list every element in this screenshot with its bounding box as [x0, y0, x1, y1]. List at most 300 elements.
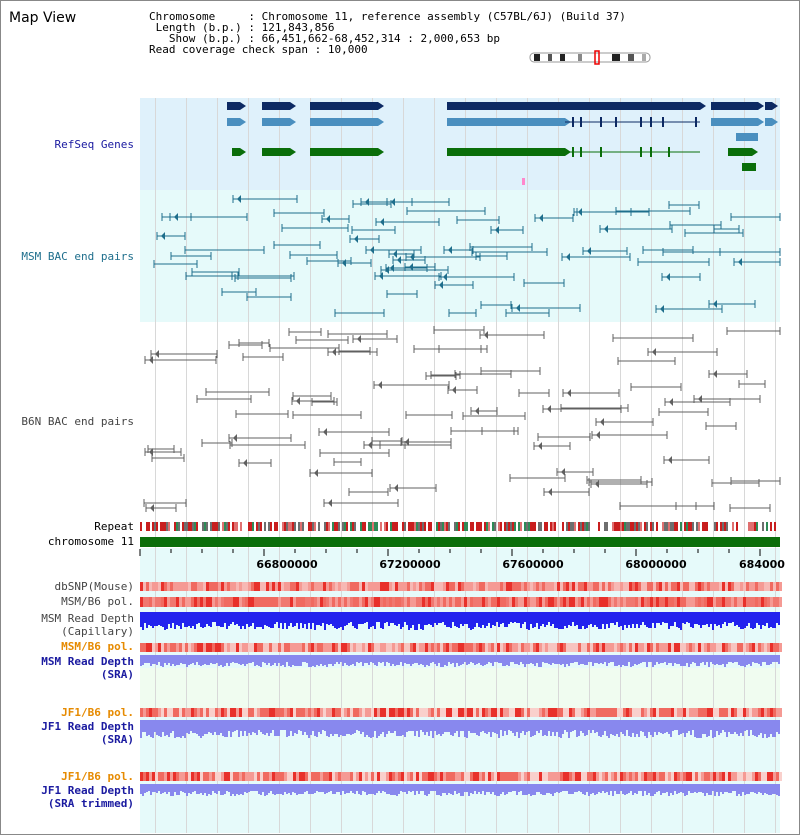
dbsnp-cell — [395, 582, 398, 591]
jf1-depth-sra-bar — [760, 720, 762, 733]
track-label-jf1-b6-pol-2[interactable]: JF1/B6 pol. — [61, 770, 134, 783]
msm-depth-sra-bar — [534, 655, 536, 666]
jf1-depth-sra-bar — [658, 720, 660, 732]
repeat-element — [232, 522, 234, 531]
msm-b6-pol-sra-cell — [290, 643, 293, 652]
msm-depth-cap-bar — [232, 612, 234, 622]
dbsnp-cell — [641, 582, 644, 591]
jf1-depth-trim-bar — [522, 784, 524, 795]
gene-exon — [668, 147, 670, 157]
jf1-depth-trim-bar — [484, 784, 486, 795]
msm-b6-pol-cell — [161, 597, 164, 607]
msm-b6-pol-sra-cell — [245, 643, 248, 652]
jf1-depth-trim-bar — [674, 784, 676, 791]
jf1-b6-pol-2-cell — [452, 772, 455, 781]
jf1-depth-sra-bar — [762, 720, 764, 738]
jf1-depth-sra-bar — [440, 720, 442, 736]
msm-depth-sra-bar — [530, 655, 532, 663]
repeat-element — [500, 522, 502, 531]
chromosome-bar — [140, 537, 780, 547]
track-label-msm-bac[interactable]: MSM BAC end pairs — [21, 250, 134, 263]
track-label-msm-depth-cap[interactable]: MSM Read Depth — [41, 612, 134, 625]
jf1-depth-trim-bar — [554, 784, 556, 793]
jf1-depth-trim-bar — [468, 784, 470, 796]
msm-b6-pol-cell — [218, 597, 221, 607]
msm-b6-pol-cell — [269, 597, 272, 607]
msm-b6-pol-sra-cell — [740, 643, 743, 652]
repeat-element — [568, 522, 570, 531]
jf1-b6-pol-cell — [581, 708, 584, 717]
jf1-depth-trim-bar — [676, 784, 678, 794]
jf1-b6-pol-cell — [476, 708, 479, 717]
jf1-b6-pol-2-cell — [779, 772, 782, 781]
msm-b6-pol-cell — [725, 597, 728, 607]
jf1-depth-sra-bar — [152, 720, 154, 738]
dbsnp-cell — [524, 582, 527, 591]
jf1-depth-sra-bar — [466, 720, 468, 738]
jf1-b6-pol-cell — [716, 708, 719, 717]
repeat-element — [290, 522, 292, 531]
jf1-b6-pol-cell — [305, 708, 308, 717]
jf1-depth-sra-bar — [542, 720, 544, 736]
msm-b6-pol-cell — [248, 597, 251, 607]
jf1-b6-pol-2-cell — [527, 772, 530, 781]
msm-depth-sra-bar — [444, 655, 446, 665]
msm-depth-cap-bar — [152, 612, 154, 628]
jf1-b6-pol-2-cell — [752, 772, 755, 781]
jf1-b6-pol-cell — [551, 708, 554, 717]
gene-feature-arrow — [378, 148, 384, 156]
jf1-depth-trim-bar — [452, 784, 454, 795]
dbsnp-cell — [158, 582, 161, 591]
jf1-depth-sra-bar — [254, 720, 256, 733]
jf1-depth-trim-bar — [670, 784, 672, 793]
dbsnp-cell — [551, 582, 554, 591]
msm-depth-sra-bar — [770, 655, 772, 664]
jf1-depth-trim-bar — [710, 784, 712, 795]
jf1-depth-sra-bar — [710, 720, 712, 730]
msm-depth-sra-bar — [558, 655, 560, 664]
msm-depth-cap-bar — [640, 612, 642, 625]
msm-b6-pol-sra-cell — [386, 643, 389, 652]
msm-b6-pol-cell — [617, 597, 620, 607]
jf1-b6-pol-2-cell — [179, 772, 182, 781]
msm-depth-cap-bar — [146, 612, 148, 628]
dbsnp-cell — [686, 582, 689, 591]
msm-depth-cap-bar — [616, 612, 618, 622]
b6n-bac-pair-marker — [332, 348, 336, 356]
jf1-depth-trim-bar — [624, 784, 626, 795]
jf1-b6-pol-2-cell — [623, 772, 626, 781]
jf1-depth-trim-bar — [200, 784, 202, 793]
repeat-element — [676, 522, 678, 531]
repeat-element — [442, 522, 444, 531]
msm-b6-pol-cell — [656, 597, 659, 607]
msm-b6-pol-sra-cell — [725, 643, 728, 652]
page-title: Map View — [9, 10, 77, 26]
dbsnp-cell — [488, 582, 491, 591]
repeat-element — [732, 522, 734, 531]
jf1-b6-pol-cell — [605, 708, 608, 717]
msm-b6-pol-cell — [203, 597, 206, 607]
jf1-depth-trim-bar — [426, 784, 428, 796]
repeat-element — [464, 522, 466, 531]
msm-b6-pol-sra-cell — [215, 643, 218, 652]
dbsnp-cell — [398, 582, 401, 591]
dbsnp-cell — [449, 582, 452, 591]
msm-depth-cap-bar — [242, 612, 244, 626]
region-info: Chromosome : Chromosome 11, reference assembly (C57BL/6J) (Build 37) Length (b.p.) : 121,843,856 Show (b.p.) : 66,451,662-68,452,314 : 2,000,653 bp Read coverage check span : 10,000 — [149, 10, 626, 56]
msm-b6-pol-sra-cell — [335, 643, 338, 652]
dbsnp-cell — [665, 582, 668, 591]
jf1-depth-trim-bar — [272, 784, 274, 794]
dbsnp-cell — [188, 582, 191, 591]
track-label-msm-b6-pol-sra[interactable]: MSM/B6 pol. — [61, 640, 134, 653]
jf1-depth-trim-bar — [442, 784, 444, 793]
msm-depth-cap-bar — [718, 612, 720, 625]
jf1-b6-pol-cell — [590, 708, 593, 717]
jf1-b6-pol-cell — [164, 708, 167, 717]
msm-b6-pol-sra-cell — [227, 643, 230, 652]
jf1-depth-sra-bar — [470, 720, 472, 733]
jf1-depth-trim-bar — [196, 784, 198, 794]
jf1-b6-pol-cell — [248, 708, 251, 717]
jf1-b6-pol-2-cell — [722, 772, 725, 781]
msm-bac-pair-marker — [237, 195, 241, 203]
jf1-b6-pol-cell — [530, 708, 533, 717]
track-label-dbsnp[interactable]: dbSNP(Mouse) — [54, 580, 134, 593]
jf1-b6-pol-2-cell — [395, 772, 398, 781]
jf1-depth-sra-bar — [718, 720, 720, 735]
msm-bac-pair-marker — [604, 225, 608, 233]
msm-b6-pol-cell — [419, 597, 422, 607]
msm-depth-cap-bar — [306, 612, 308, 629]
dbsnp-cell — [746, 582, 749, 591]
msm-b6-pol-sra-cell — [566, 643, 569, 652]
msm-depth-cap-bar — [606, 612, 608, 624]
track-label-b6n-bac[interactable]: B6N BAC end pairs — [21, 415, 134, 428]
msm-depth-cap-bar — [426, 612, 428, 625]
msm-depth-sra-bar — [662, 655, 664, 663]
msm-b6-pol-sra-cell — [437, 643, 440, 652]
repeat-element — [540, 522, 542, 531]
jf1-depth-sra-bar — [202, 720, 204, 736]
jf1-b6-pol-2-cell — [425, 772, 428, 781]
repeat-element — [706, 522, 708, 531]
jf1-depth-sra-bar — [482, 720, 484, 731]
track-label-refseq[interactable]: RefSeq Genes — [54, 138, 134, 151]
msm-b6-pol-sra-cell — [494, 643, 497, 652]
jf1-b6-pol-2-cell — [608, 772, 611, 781]
jf1-depth-trim-bar — [424, 784, 426, 795]
track-label-msm-depth-sra[interactable]: MSM Read Depth — [41, 655, 134, 668]
jf1-depth-sra-bar — [622, 720, 624, 734]
jf1-depth-sra-bar — [606, 720, 608, 736]
track-label-repeat[interactable]: Repeat — [94, 520, 134, 533]
jf1-depth-sra-bar — [484, 720, 486, 733]
msm-depth-cap-bar — [256, 612, 258, 627]
jf1-b6-pol-2-cell — [185, 772, 188, 781]
msm-depth-sra-bar — [462, 655, 464, 664]
repeat-element — [614, 522, 616, 531]
jf1-b6-pol-cell — [311, 708, 314, 717]
msm-b6-pol-cell — [377, 597, 380, 607]
jf1-depth-trim-bar — [318, 784, 320, 792]
jf1-depth-trim-bar — [564, 784, 566, 791]
msm-depth-sra-bar — [714, 655, 716, 665]
msm-depth-sra-bar — [582, 655, 584, 664]
msm-b6-pol-cell — [143, 597, 146, 607]
msm-depth-cap-bar — [622, 612, 624, 630]
msm-depth-cap-bar — [228, 612, 230, 626]
jf1-b6-pol-2-cell — [467, 772, 470, 781]
msm-depth-cap-bar — [506, 612, 508, 627]
repeat-element — [236, 522, 238, 531]
msm-b6-pol-sra-cell — [533, 643, 536, 652]
msm-depth-sra-bar — [320, 655, 322, 664]
jf1-b6-pol-2-cell — [596, 772, 599, 781]
jf1-depth-sra-bar — [196, 720, 198, 734]
jf1-depth-sra-bar — [446, 720, 448, 732]
msm-b6-pol-sra-cell — [758, 643, 761, 652]
jf1-depth-sra-bar — [230, 720, 232, 737]
jf1-depth-sra-bar — [506, 720, 508, 735]
msm-b6-pol-cell — [443, 597, 446, 607]
jf1-b6-pol-cell — [422, 708, 425, 717]
jf1-b6-pol-cell — [233, 708, 236, 717]
jf1-depth-trim-bar — [238, 784, 240, 795]
msm-depth-sra-bar — [674, 655, 676, 663]
gene-feature — [262, 148, 290, 156]
track-label-jf1-depth-trim[interactable]: JF1 Read Depth — [41, 784, 134, 797]
msm-depth-sra-bar — [678, 655, 680, 664]
msm-b6-pol-cell — [497, 597, 500, 607]
dbsnp-cell — [539, 582, 542, 591]
msm-depth-cap-bar — [464, 612, 466, 624]
msm-depth-cap-bar — [496, 612, 498, 622]
dbsnp-cell — [773, 582, 776, 591]
msm-depth-sra-bar — [264, 655, 266, 663]
dbsnp-cell — [353, 582, 356, 591]
jf1-depth-trim-bar — [216, 784, 218, 794]
jf1-b6-pol-2-cell — [638, 772, 641, 781]
jf1-b6-pol-cell — [215, 708, 218, 717]
jf1-depth-sra-bar — [592, 720, 594, 730]
msm-depth-cap-bar — [504, 612, 506, 627]
jf1-b6-pol-cell — [449, 708, 452, 717]
msm-b6-pol-sra-cell — [203, 643, 206, 652]
dbsnp-cell — [764, 582, 767, 591]
jf1-b6-pol-2-cell — [239, 772, 242, 781]
msm-depth-cap-bar — [734, 612, 736, 626]
jf1-depth-sra-bar — [624, 720, 626, 736]
repeat-element — [294, 522, 296, 531]
jf1-depth-sra-bar — [168, 720, 170, 737]
msm-depth-sra-bar — [366, 655, 368, 663]
jf1-depth-trim-bar — [420, 784, 422, 791]
dbsnp-cell — [557, 582, 560, 591]
msm-b6-pol-sra-cell — [251, 643, 254, 652]
b6n-bac-pair-marker — [668, 456, 672, 464]
jf1-depth-trim-bar — [260, 784, 262, 795]
jf1-depth-trim-bar — [486, 784, 488, 792]
msm-depth-cap-bar — [572, 612, 574, 622]
jf1-depth-trim-bar — [726, 784, 728, 792]
msm-depth-sra-bar — [198, 655, 200, 665]
msm-b6-pol-sra-cell — [677, 643, 680, 652]
msm-depth-cap-bar — [568, 612, 570, 625]
jf1-depth-sra-bar — [746, 720, 748, 730]
msm-depth-cap-bar — [604, 612, 606, 629]
jf1-depth-trim-bar — [208, 784, 210, 794]
msm-b6-pol-cell — [581, 597, 584, 607]
repeat-element — [628, 522, 630, 531]
jf1-b6-pol-cell — [521, 708, 524, 717]
msm-depth-cap-bar — [654, 612, 656, 628]
jf1-b6-pol-cell — [527, 708, 530, 717]
track-label-msm-b6-pol[interactable]: MSM/B6 pol. — [61, 595, 134, 608]
msm-depth-sra-bar — [724, 655, 726, 667]
msm-depth-sra-bar — [294, 655, 296, 666]
jf1-b6-pol-2-cell — [629, 772, 632, 781]
jf1-b6-pol-2-cell — [701, 772, 704, 781]
msm-b6-pol-sra-cell — [728, 643, 731, 652]
msm-depth-sra-bar — [286, 655, 288, 662]
msm-depth-cap-bar — [284, 612, 286, 623]
jf1-depth-trim-bar — [268, 784, 270, 793]
jf1-depth-trim-bar — [576, 784, 578, 792]
repeat-element — [674, 522, 676, 531]
jf1-b6-pol-2-cell — [473, 772, 476, 781]
msm-depth-cap-bar — [366, 612, 368, 622]
msm-depth-cap-bar — [434, 612, 436, 623]
jf1-depth-trim-bar — [594, 784, 596, 795]
jf1-depth-trim-bar — [504, 784, 506, 795]
track-label-jf1-depth-sra[interactable]: JF1 Read Depth — [41, 720, 134, 733]
jf1-depth-sra-bar — [478, 720, 480, 736]
jf1-depth-sra-bar — [286, 720, 288, 737]
jf1-depth-sra-bar — [394, 720, 396, 731]
dbsnp-cell — [596, 582, 599, 591]
msm-depth-sra-bar — [464, 655, 466, 662]
msm-depth-sra-bar — [564, 655, 566, 667]
jf1-depth-trim-bar — [536, 784, 538, 792]
jf1-depth-sra-bar — [634, 720, 636, 737]
msm-b6-pol-sra-cell — [200, 643, 203, 652]
jf1-b6-pol-2-cell — [230, 772, 233, 781]
msm-depth-cap-bar — [678, 612, 680, 628]
dbsnp-cell — [185, 582, 188, 591]
jf1-depth-trim-bar — [580, 784, 582, 792]
jf1-b6-pol-2-cell — [410, 772, 413, 781]
jf1-depth-sra-bar — [548, 720, 550, 731]
msm-b6-pol-sra-cell — [272, 643, 275, 652]
msm-depth-cap-bar — [480, 612, 482, 628]
msm-depth-cap-bar — [738, 612, 740, 627]
jf1-depth-trim-bar — [378, 784, 380, 791]
jf1-b6-pol-2-cell — [260, 772, 263, 781]
msm-depth-cap-bar — [688, 612, 690, 623]
jf1-depth-sra-bar — [602, 720, 604, 735]
dbsnp-cell — [698, 582, 701, 591]
msm-depth-cap-bar — [636, 612, 638, 624]
msm-b6-pol-cell — [224, 597, 227, 607]
jf1-depth-trim-bar — [590, 784, 592, 794]
jf1-depth-trim-bar — [446, 784, 448, 795]
jf1-depth-sra-bar — [556, 720, 558, 732]
msm-b6-pol-cell — [464, 597, 467, 607]
jf1-b6-pol-2-cell — [674, 772, 677, 781]
msm-depth-cap-bar — [450, 612, 452, 628]
jf1-depth-sra-bar — [340, 720, 342, 735]
msm-b6-pol-sra-cell — [470, 643, 473, 652]
jf1-depth-sra-bar — [382, 720, 384, 732]
msm-depth-sra-bar — [194, 655, 196, 665]
msm-depth-sra-bar — [364, 655, 366, 663]
msm-depth-sra-bar — [172, 655, 174, 664]
jf1-b6-pol-cell — [140, 708, 143, 717]
jf1-depth-trim-bar — [526, 784, 528, 795]
jf1-depth-sra-bar — [292, 720, 294, 736]
msm-depth-sra-bar — [568, 655, 570, 666]
msm-b6-pol-cell — [422, 597, 425, 607]
msm-depth-sra-bar — [260, 655, 262, 667]
track-label-jf1-b6-pol[interactable]: JF1/B6 pol. — [61, 706, 134, 719]
msm-depth-cap-bar — [528, 612, 530, 630]
jf1-depth-sra-bar — [516, 720, 518, 732]
jf1-depth-trim-bar — [348, 784, 350, 793]
msm-depth-sra-bar — [372, 655, 374, 663]
jf1-depth-trim-bar — [450, 784, 452, 794]
jf1-depth-trim-bar — [634, 784, 636, 793]
msm-bac-pair-marker — [393, 250, 397, 258]
dbsnp-cell — [608, 582, 611, 591]
jf1-depth-trim-bar — [512, 784, 514, 791]
msm-depth-sra-bar — [258, 655, 260, 666]
msm-depth-sra-bar — [328, 655, 330, 664]
repeat-element — [454, 522, 456, 531]
msm-b6-pol-cell — [515, 597, 518, 607]
jf1-b6-pol-cell — [419, 708, 422, 717]
repeat-element — [508, 522, 510, 531]
jf1-depth-trim-bar — [644, 784, 646, 791]
jf1-depth-trim-bar — [678, 784, 680, 793]
msm-b6-pol-sra-cell — [434, 643, 437, 652]
msm-depth-cap-bar — [594, 612, 596, 625]
msm-depth-sra-bar — [776, 655, 778, 662]
jf1-depth-trim-bar — [724, 784, 726, 792]
msm-depth-sra-bar — [562, 655, 564, 664]
msm-b6-pol-sra-cell — [158, 643, 161, 652]
jf1-b6-pol-cell — [683, 708, 686, 717]
jf1-depth-trim-bar — [510, 784, 512, 792]
msm-depth-cap-bar — [484, 612, 486, 628]
msm-depth-cap-bar — [324, 612, 326, 630]
jf1-depth-sra-bar — [266, 720, 268, 733]
msm-b6-pol-cell — [692, 597, 695, 607]
msm-depth-sra-bar — [672, 655, 674, 666]
msm-depth-cap-bar — [342, 612, 344, 630]
jf1-depth-sra-bar — [736, 720, 738, 734]
jf1-depth-trim-bar — [642, 784, 644, 796]
jf1-depth-sra-bar — [250, 720, 252, 735]
msm-b6-pol-cell — [260, 597, 263, 607]
dbsnp-cell — [230, 582, 233, 591]
dbsnp-cell — [509, 582, 512, 591]
msm-depth-cap-bar — [620, 612, 622, 626]
msm-depth-sra-bar — [646, 655, 648, 667]
msm-depth-cap-bar — [694, 612, 696, 624]
